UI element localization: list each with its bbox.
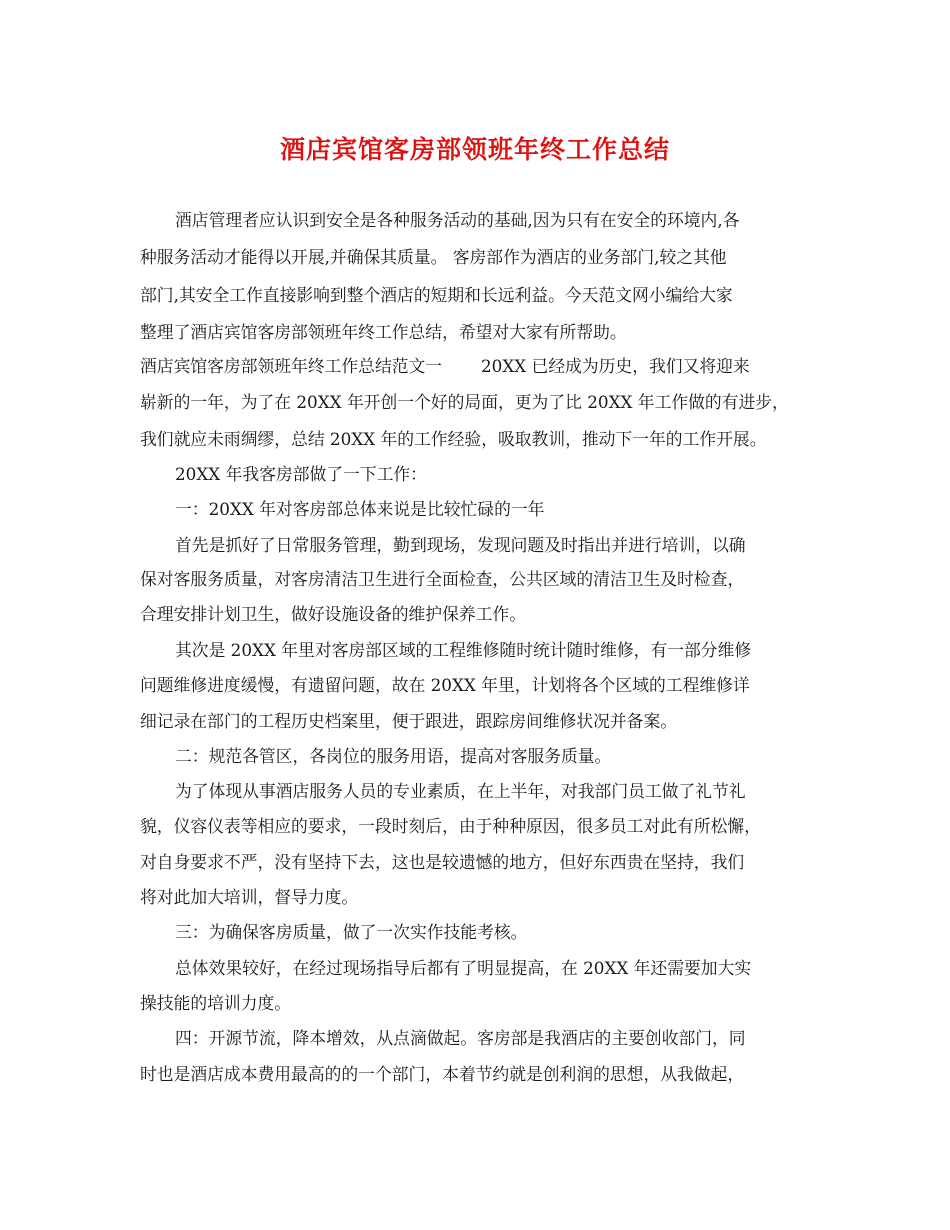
paragraph-line: 将对此加大培训，督导力度。 bbox=[140, 887, 359, 907]
paragraph-line: 保对客服务质量，对客房清洁卫生进行全面检查，公共区域的清洁卫生及时检查， bbox=[140, 569, 745, 589]
paragraph-line: 我们就应未雨绸缪，总结 20XX 年的工作经验，吸取教训，推动下一年的工作开展。 bbox=[140, 429, 767, 449]
paragraph-line: 三：为确保客房质量，做了一次实作技能考核。 bbox=[175, 922, 528, 942]
paragraph-line: 酒店管理者应认识到安全是各种服务活动的基础,因为只有在安全的环境内,各 bbox=[175, 210, 740, 230]
paragraph-line: 整理了酒店宾馆客房部领班年终工作总结，希望对大家有所帮助。 bbox=[140, 322, 627, 342]
paragraph-line: 种服务活动才能得以开展,并确保其质量。 客房部作为酒店的业务部门,较之其他 bbox=[140, 247, 727, 267]
paragraph-line: 其次是 20XX 年里对客房部区域的工程维修随时统计随时维修，有一部分维修 bbox=[175, 640, 752, 660]
paragraph-line: 二：规范各管区，各岗位的服务用语，提高对客服务质量。 bbox=[175, 746, 612, 766]
paragraph-line: 问题维修进度缓慢，有遗留问题，故在 20XX 年里，计划将各个区域的工程维修详 bbox=[140, 675, 750, 695]
paragraph-line: 20XX 年我客房部做了一下工作： bbox=[175, 464, 427, 484]
paragraph-line: 一：20XX 年对客房部总体来说是比较忙碌的一年 bbox=[175, 499, 545, 519]
paragraph-line: 合理安排计划卫生，做好设施设备的维护保养工作。 bbox=[140, 604, 526, 624]
paragraph-line: 首先是抓好了日常服务管理，勤到现场，发现问题及时指出并进行培训，以确 bbox=[175, 535, 746, 555]
paragraph-line: 时也是酒店成本费用最高的的一个部门，本着节约就是创利润的思想，从我做起， bbox=[140, 1064, 745, 1084]
paragraph-line: 操技能的培训力度。 bbox=[140, 993, 292, 1013]
paragraph-line: 貌，仪容仪表等相应的要求，一段时刻后，由于种种原因，很多员工对此有所松懈， bbox=[140, 816, 761, 836]
paragraph-line: 总体效果较好，在经过现场指导后都有了明显提高，在 20XX 年还需要加大实 bbox=[175, 958, 752, 978]
paragraph-line: 部门,其安全工作直接影响到整个酒店的短期和长远利益。今天范文网小编给大家 bbox=[140, 285, 733, 305]
document-title: 酒店宾馆客房部领班年终工作总结 bbox=[279, 135, 670, 164]
paragraph-line: 崭新的一年，为了在 20XX 年开创一个好的局面，更为了比 20XX 年工作做的有进步， bbox=[140, 392, 789, 412]
paragraph-line: 酒店宾馆客房部领班年终工作总结范文一 20XX 已经成为历史，我们又将迎来 bbox=[140, 356, 750, 376]
paragraph-line: 对自身要求不严，没有坚持下去，这也是较遗憾的地方，但好东西贵在坚持，我们 bbox=[140, 852, 745, 872]
paragraph-line: 为了体现从事酒店服务人员的专业素质，在上半年，对我部门员工做了礼节礼 bbox=[175, 781, 746, 801]
paragraph-line: 四：开源节流，降本增效，从点滴做起。客房部是我酒店的主要创收部门，同 bbox=[175, 1028, 746, 1048]
paragraph-line: 细记录在部门的工程历史档案里，便于跟进，跟踪房间维修状况并备案。 bbox=[140, 711, 678, 731]
